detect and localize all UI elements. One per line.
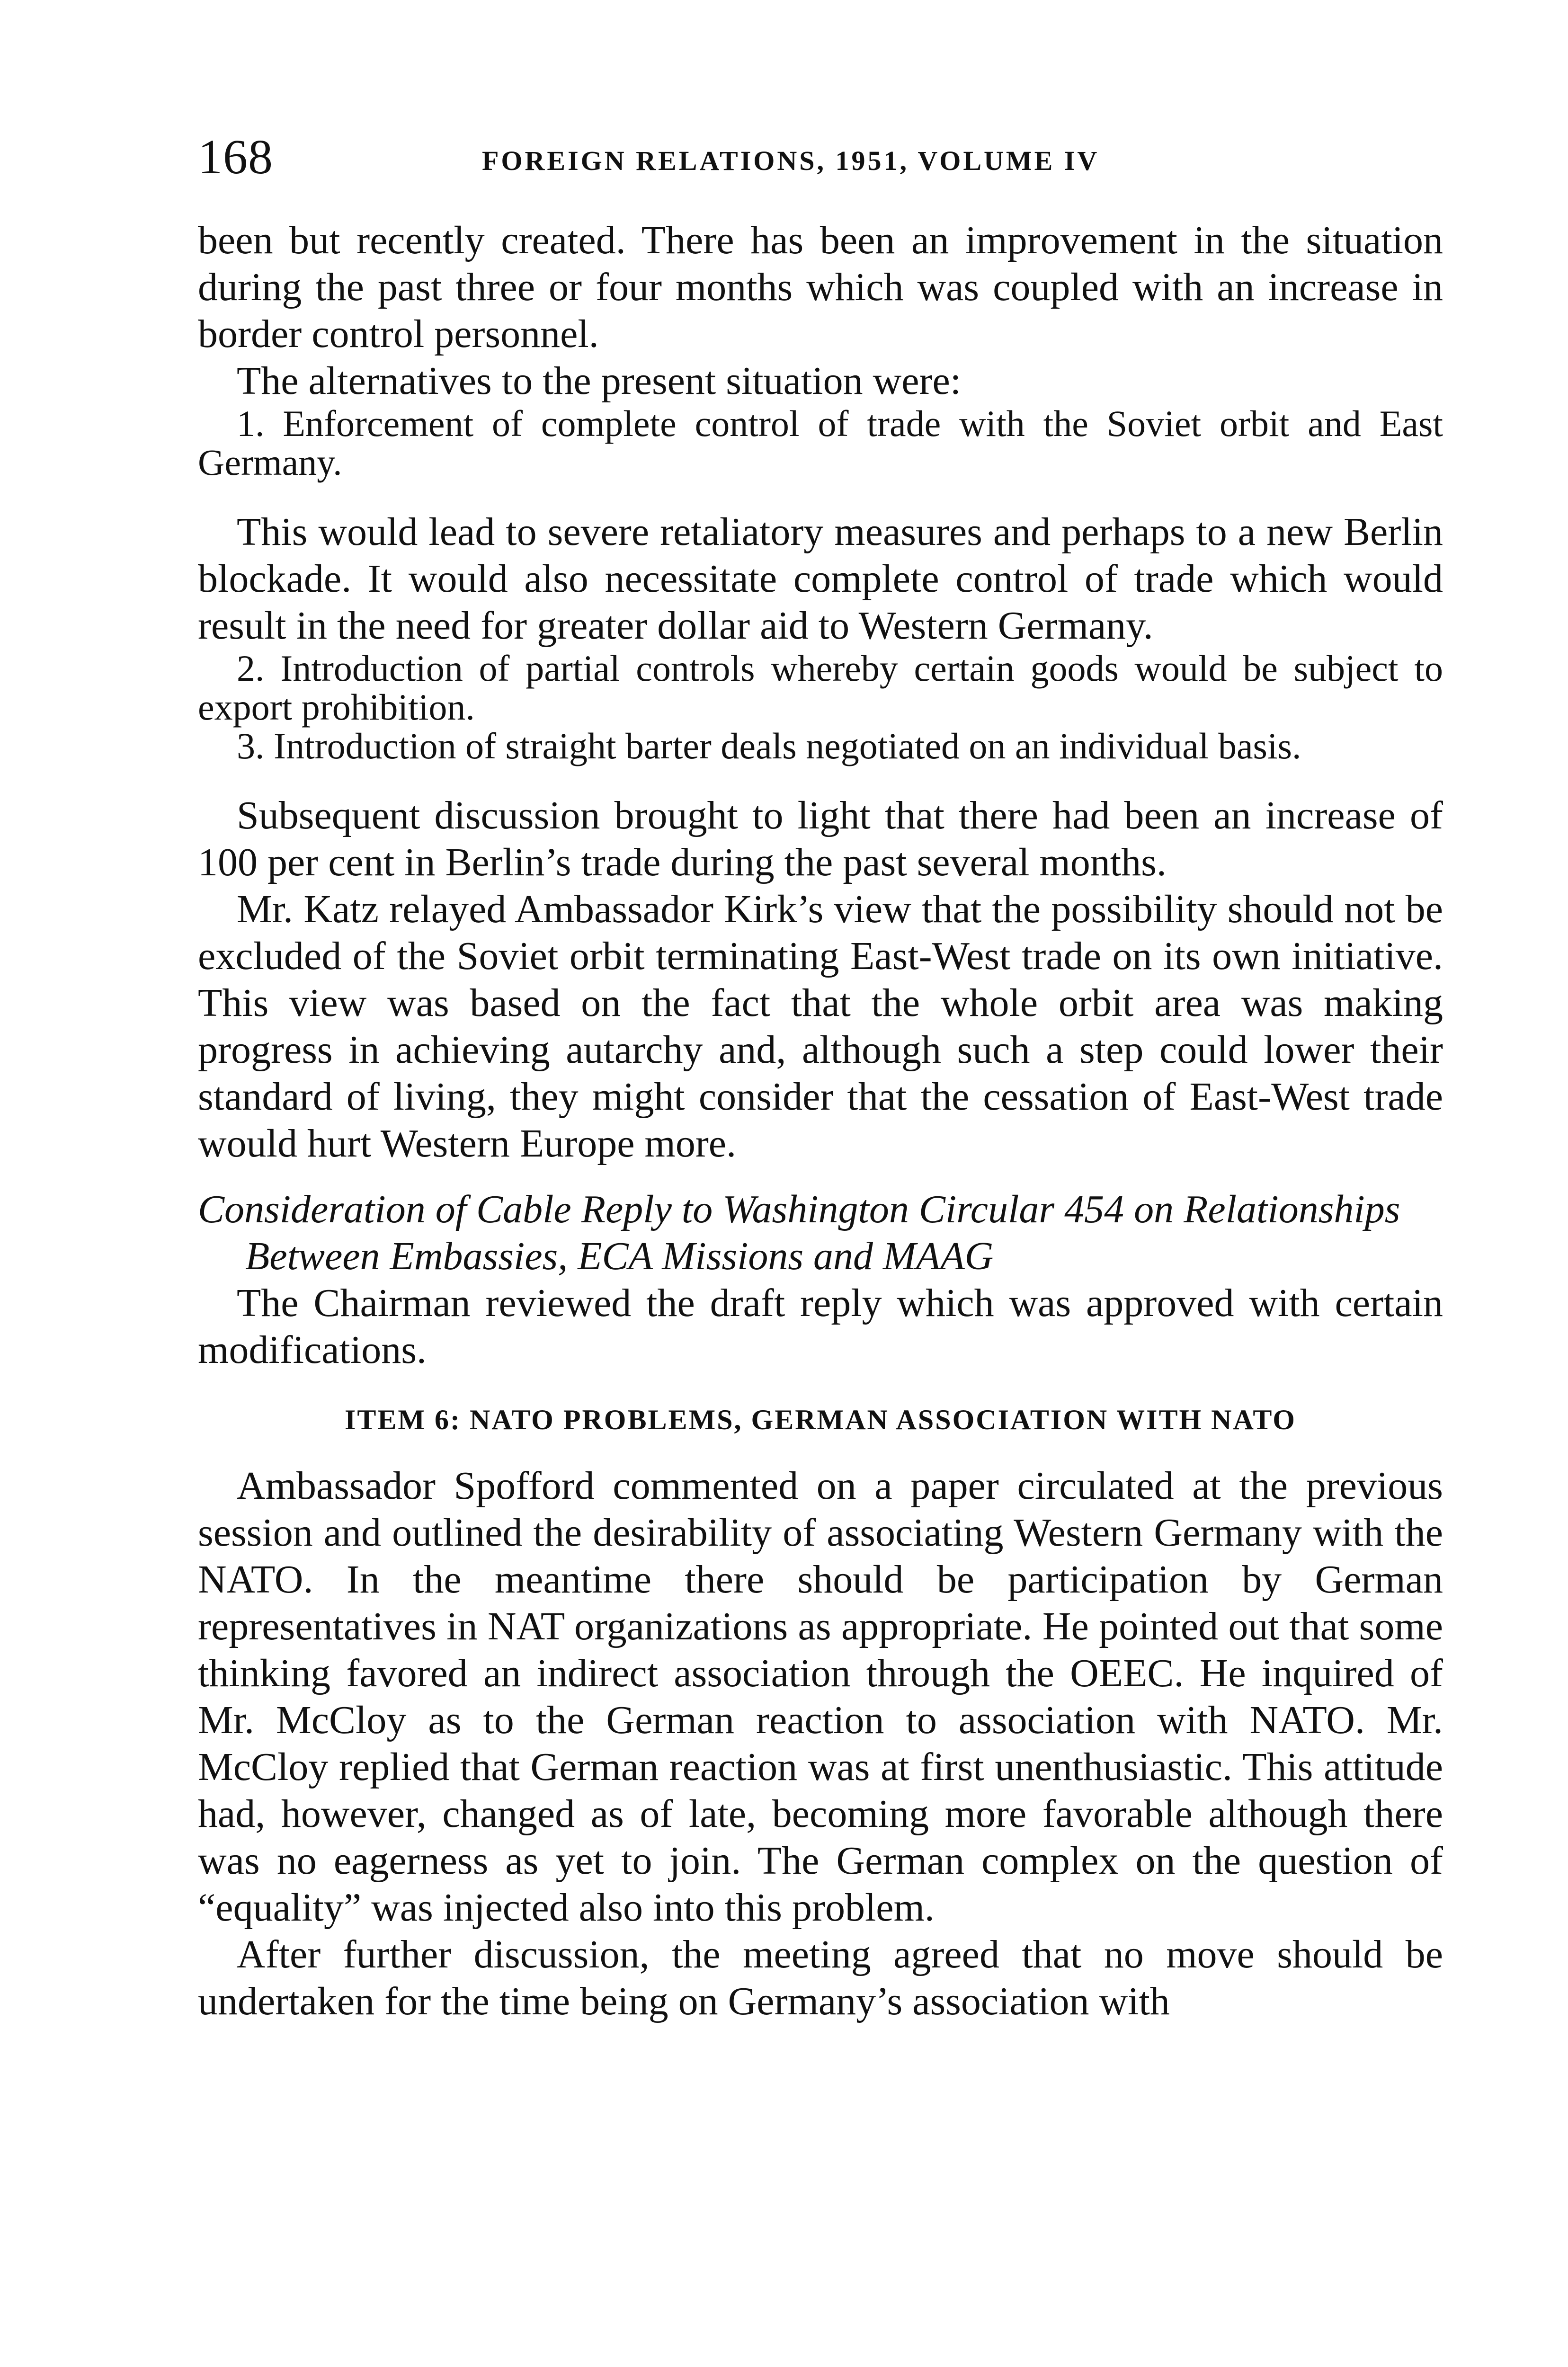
page-header	[198, 129, 1448, 186]
paragraph-katz: Mr. Katz relayed Ambassador Kirk’s view that the possibility should not be excluded of the Soviet orbit terminating East-West trade on its own initiative. This view was based on the fact that the whole orbit area was making progress in achieving autarchy and, although such a step could lower their standard of living, they might consider that the cessation of East-West trade would hurt Western Europe more.	[198, 887, 1443, 1166]
paragraph-chairman: The Chairman reviewed the draft reply which was approved with certain modifications.	[198, 1281, 1443, 1372]
subsection-heading: Consideration of Cable Reply to Washington Circular 454 on Relationships Between Embassies, ECA Missions and MAAG	[198, 1187, 1400, 1278]
paragraph-berlin-trade: Subsequent discussion brought to light that there had been an increase of 100 per cent in Berlin’s trade during the past several months.	[198, 793, 1443, 884]
page-number: 168	[198, 130, 273, 184]
list-item-1: 1. Enforcement of complete control of trade with the Soviet orbit and East Germany.	[198, 403, 1443, 483]
paragraph-further-discussion: After further discussion, the meeting agreed that no move should be undertaken for the time being on Germany’s association with	[198, 1932, 1443, 2023]
body-text	[198, 217, 1443, 2025]
running-head: FOREIGN RELATIONS, 1951, VOLUME IV	[482, 145, 1100, 176]
paragraph-retaliation: This would lead to severe retaliatory measures and perhaps to a new Berlin blockade. It would also necessitate complete control of trade which would result in the need for greater dollar aid to Western Germany.	[198, 510, 1443, 648]
list-item-2: 2. Introduction of partial controls whereby certain goods would be subject to export prohibition.	[198, 648, 1443, 728]
paragraph-spofford: Ambassador Spofford commented on a paper circulated at the previous session and outlined the desirability of associating Western Germany with the NATO. In the meantime there should be participation by German representatives in NAT organizations as appropriate. He pointed out that some thinking favored an indirect association through the OEEC. He inquired of Mr. McCloy as to the German reaction to association with NATO. Mr. McCloy replied that German reaction was at first unenthusiastic. This attitude had, however, changed as of late, becoming more favorable although there was no eagerness as yet to join. The German complex on the question of “equality” was injected also into this problem.	[198, 1464, 1443, 1930]
paragraph-continuation: been but recently created. There has been an improvement in the situation during the past three or four months which was coupled with an increase in border control personnel.	[198, 218, 1443, 356]
paragraph-alternatives-intro: The alternatives to the present situation were:	[237, 359, 962, 403]
item-heading: ITEM 6: NATO PROBLEMS, GERMAN ASSOCIATION WITH NATO	[345, 1404, 1296, 1435]
list-item-3: 3. Introduction of straight barter deals negotiated on an individual basis.	[237, 725, 1301, 766]
